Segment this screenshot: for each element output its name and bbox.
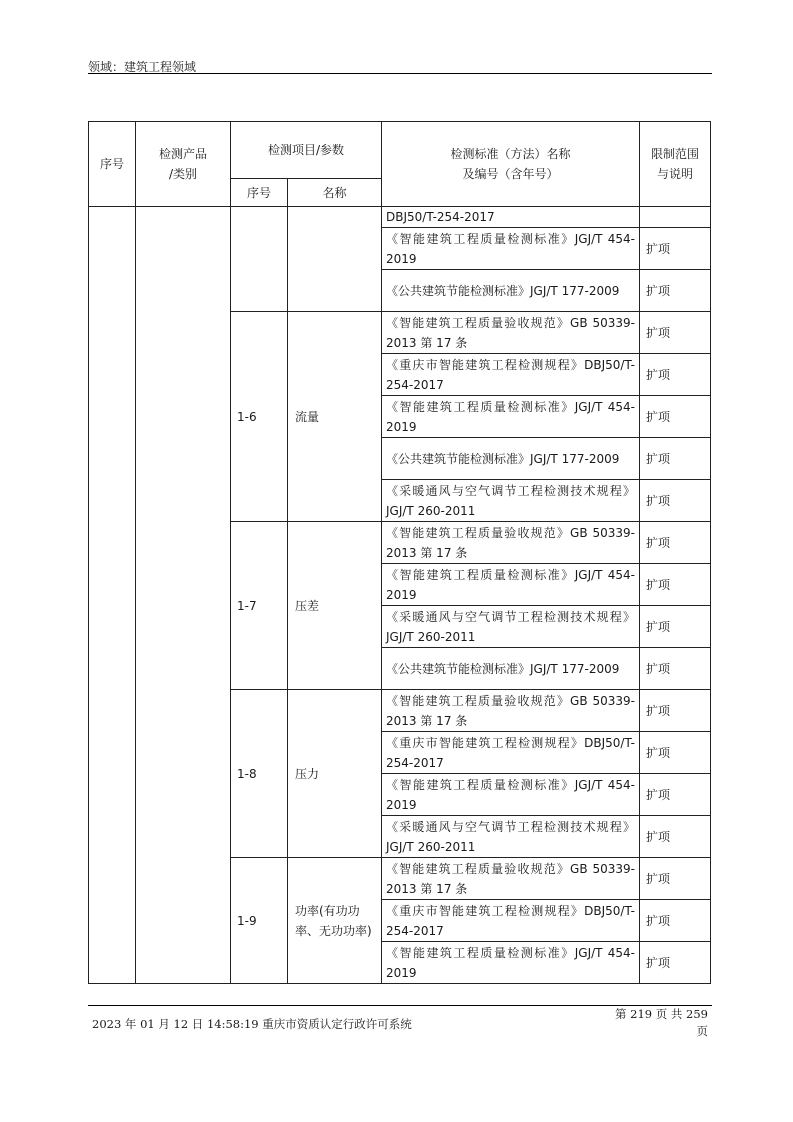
limit-cell: 扩项: [640, 774, 711, 816]
standard-cell: 《采暖通风与空气调节工程检测技术规程》JGJ/T 260-2011: [382, 606, 640, 648]
standard-cell: DBJ50/T-254-2017: [382, 207, 640, 228]
footer-timestamp: 2023 年 01 月 12 日 14:58:19 重庆市资质认定行政许可系统: [92, 1017, 412, 1031]
standard-cell: 《智能建筑工程质量验收规范》GB 50339-2013 第 17 条: [382, 858, 640, 900]
item-seq-cell: 1-8: [231, 690, 288, 858]
standard-cell: 《智能建筑工程质量验收规范》GB 50339-2013 第 17 条: [382, 522, 640, 564]
standard-cell: 《公共建筑节能检测标准》JGJ/T 177-2009: [382, 438, 640, 480]
header-row: [89, 122, 711, 179]
item-seq-cell: 1-7: [231, 522, 288, 690]
limit-cell: 扩项: [640, 354, 711, 396]
inspection-table: [88, 121, 711, 984]
limit-cell: 扩项: [640, 270, 711, 312]
standard-cell: 《采暖通风与空气调节工程检测技术规程》JGJ/T 260-2011: [382, 816, 640, 858]
header-domain: 领域：建筑工程领域: [88, 60, 197, 74]
standard-cell: 《智能建筑工程质量检测标准》JGJ/T 454-2019: [382, 396, 640, 438]
limit-cell: 扩项: [640, 438, 711, 480]
col-header-seq: 序号: [89, 122, 136, 207]
col-header-item-seq: 序号: [231, 179, 288, 207]
standard-cell: 《重庆市智能建筑工程检测规程》DBJ50/T-254-2017: [382, 354, 640, 396]
table-row: [89, 207, 711, 228]
standard-cell: 《重庆市智能建筑工程检测规程》DBJ50/T-254-2017: [382, 732, 640, 774]
standard-cell: 《重庆市智能建筑工程检测规程》DBJ50/T-254-2017: [382, 900, 640, 942]
limit-cell: 扩项: [640, 858, 711, 900]
limit-cell: 扩项: [640, 228, 711, 270]
limit-cell: 扩项: [640, 816, 711, 858]
standard-cell: 《智能建筑工程质量验收规范》GB 50339-2013 第 17 条: [382, 312, 640, 354]
item-seq-cell: [231, 207, 288, 312]
item-name-cell: 功率(有功功率、无功功率): [288, 858, 382, 984]
limit-cell: 扩项: [640, 900, 711, 942]
standard-cell: 《智能建筑工程质量验收规范》GB 50339-2013 第 17 条: [382, 690, 640, 732]
limit-cell: 扩项: [640, 690, 711, 732]
standard-cell: 《采暖通风与空气调节工程检测技术规程》JGJ/T 260-2011: [382, 480, 640, 522]
footer-page-info: 第 219 页 共 259 页: [614, 1007, 708, 1038]
item-name-cell: 压差: [288, 522, 382, 690]
standard-cell: 《智能建筑工程质量检测标准》JGJ/T 454-2019: [382, 564, 640, 606]
item-name-cell: 压力: [288, 690, 382, 858]
col-header-limit: 限制范围 与说明: [640, 122, 711, 207]
limit-cell: [640, 207, 711, 228]
limit-cell: 扩项: [640, 942, 711, 984]
limit-cell: 扩项: [640, 606, 711, 648]
standard-cell: 《公共建筑节能检测标准》JGJ/T 177-2009: [382, 648, 640, 690]
group-seq-cell: [89, 207, 136, 984]
limit-cell: 扩项: [640, 396, 711, 438]
limit-cell: 扩项: [640, 648, 711, 690]
item-seq-cell: 1-6: [231, 312, 288, 522]
limit-cell: 扩项: [640, 312, 711, 354]
table-body: [89, 207, 711, 984]
col-header-standard: 检测标准（方法）名称 及编号（含年号）: [382, 122, 640, 207]
col-header-item-name: 名称: [288, 179, 382, 207]
item-name-cell: 流量: [288, 312, 382, 522]
header-divider: [88, 73, 712, 74]
standard-cell: 《智能建筑工程质量检测标准》JGJ/T 454-2019: [382, 942, 640, 984]
limit-cell: 扩项: [640, 564, 711, 606]
standard-cell: 《智能建筑工程质量检测标准》JGJ/T 454-2019: [382, 228, 640, 270]
limit-cell: 扩项: [640, 732, 711, 774]
item-name-cell: [288, 207, 382, 312]
item-seq-cell: 1-9: [231, 858, 288, 984]
standard-cell: 《公共建筑节能检测标准》JGJ/T 177-2009: [382, 270, 640, 312]
col-header-product: 检测产品 /类别: [136, 122, 231, 207]
col-header-item: 检测项目/参数: [231, 122, 382, 179]
standard-cell: 《智能建筑工程质量检测标准》JGJ/T 454-2019: [382, 774, 640, 816]
limit-cell: 扩项: [640, 522, 711, 564]
group-product-cell: [136, 207, 231, 984]
limit-cell: 扩项: [640, 480, 711, 522]
